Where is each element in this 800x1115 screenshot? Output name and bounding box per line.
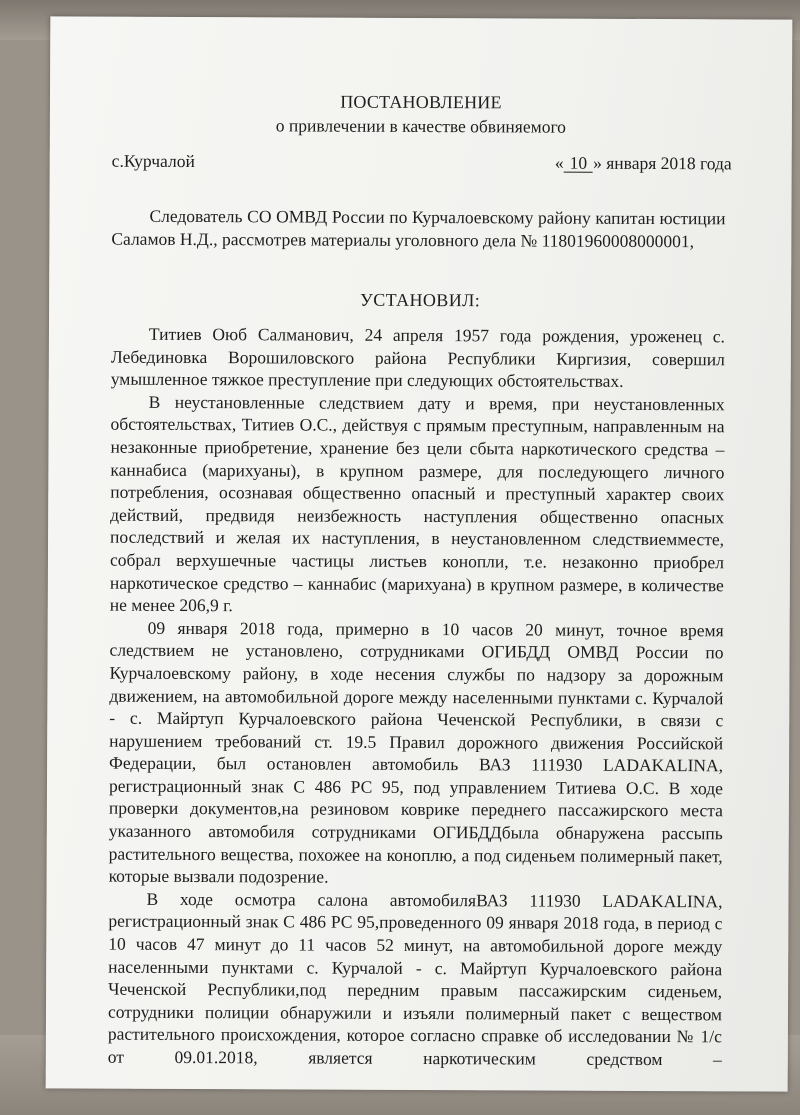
paragraph-2: В неустановленные следствием дату и время, при неустановленных обстоятельствах, Титиев О.С., действуя с прямым преступным, направленным на незаконные приобретение, хранение без цели сбыта наркотического средства – каннабиса (марихуаны), в крупном размере, для последующего личного потребления, осознавая общественно опасный и преступный характер своих действий, предвидя неизбежность наступления общественно опасных последствий и желая их наступления, в неустановленном следствиемместе, собрал верхушечные частицы листьев конопли, т.е. незаконно приобрел наркотическое средство – каннабис (марихуана) в крупном размере, в количестве не менее 206,9 г. — [109, 391, 725, 616]
body-text — [108, 323, 725, 1071]
paragraph-4: В ходе осмотра салона автомобиляВАЗ 111930 LADAKALINA, регистрационный знак С 486 РС 95,проведенного 09 января 2018 года, в период с 10 часов 47 минут до 11 часов 52 минут, на автомобильной дороге между населенными пунктами с. Курчалой - с. Майртуп Курчалоевского района Чеченской Республики,под передним правым пассажирским сиденьем, сотрудники полиции обнаружили и изъяли полимерный пакет с веществом растительного происхождения, которое согласно справке об исследовании № 1/с от 09.01.2018, является наркотическим средством – — [107, 888, 723, 1070]
intro-block — [111, 205, 725, 253]
intro-paragraph: Следователь СО ОМВД России по Курчалоевскому району капитан юстиции Саламов Н.Д., рассмотрев материалы уголовного дела № 11801960008000001, — [111, 205, 726, 251]
document-place: с.Курчалой — [111, 150, 195, 172]
date-rest: » января 2018 года — [593, 152, 732, 174]
document-date — [555, 153, 732, 175]
document-title: ПОСТАНОВЛЕНИЕ — [340, 91, 502, 113]
date-open-quote: « — [554, 152, 564, 173]
paragraph-3: 09 января 2018 года, примерно в 10 часов 20 минут, точное время следствием не установлено, сотрудниками ОГИБДД ОМВД России по Курчалоевскому району, в ходе несения службы по надзору за дорожным движением, на автомобильной дороге между населенными пунктами с. Курчалой - с. Майртуп Курчалоевского района Чеченской Республики, в связи с нарушением требований ст. 19.5 Правил дорожного движения Российской Федерации, был остановлен автомобиль ВАЗ 111930 LADAKALINA, регистрационный знак С 486 РС 95, под управлением Титиева О.С. В ходе проверки документов,на резиновом коврике переднего пассажирского места указанного автомобиля сотрудниками ОГИБДДбыла обнаружена рассыпь растительного вещества, похожее на коноплю, а под сиденьем полимерный пакет, которые вызвали подозрение. — [108, 617, 724, 887]
document-subtitle: о привлечении в качестве обвиняемого — [275, 115, 567, 137]
document-sheet — [46, 16, 793, 1091]
section-heading: УСТАНОВИЛ: — [360, 289, 481, 311]
paragraph-1: Титиев Оюб Салманович, 24 апреля 1957 года рождения, уроженец с. Лебединовка Ворошиловского района Республики Киргизия, совершил умышленное тяжкое преступление при следующих обстоятельствах. — [110, 323, 725, 392]
date-day: 10 — [564, 154, 594, 173]
